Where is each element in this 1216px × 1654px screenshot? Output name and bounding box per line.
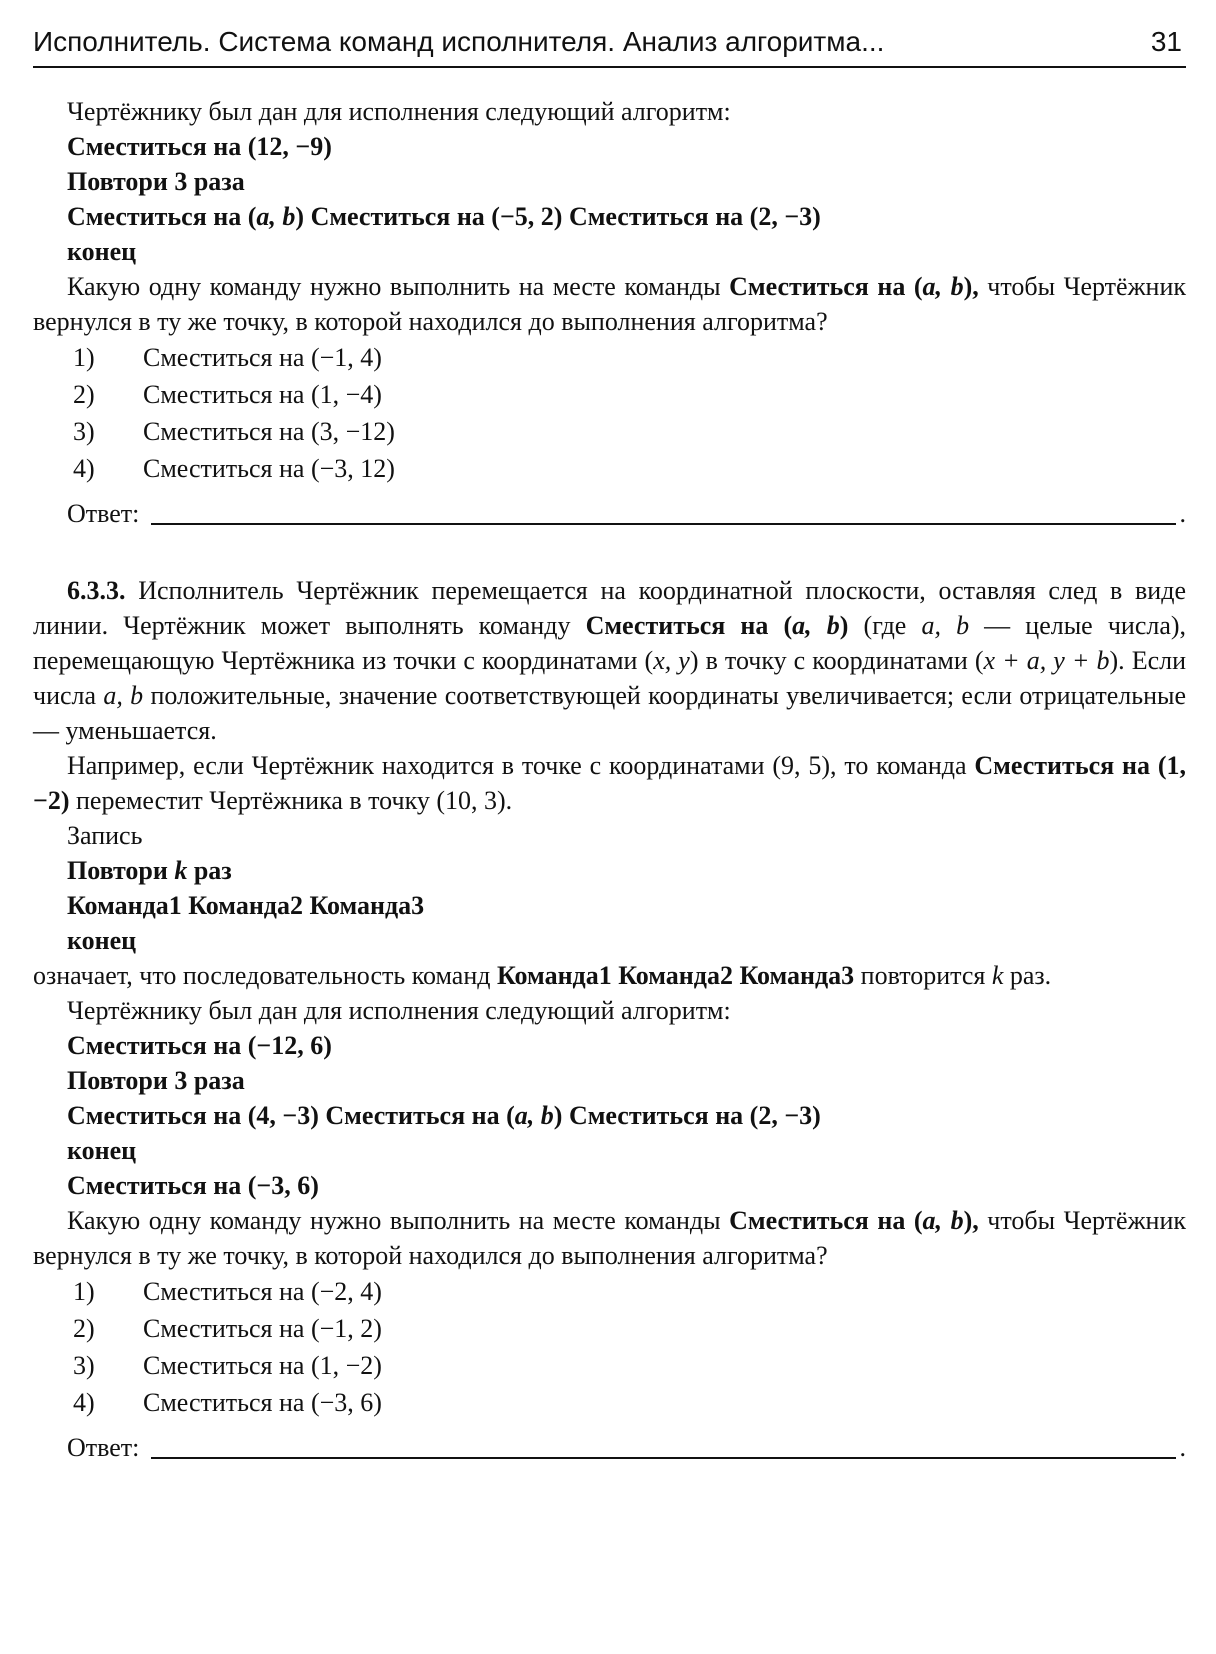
option-text: Сместиться на (−2, 4): [143, 1277, 382, 1306]
record-repeat: [33, 853, 1186, 888]
question-command: Сместиться на (: [729, 1206, 923, 1235]
answer-period: .: [1179, 499, 1186, 528]
example-text: переместит Чертёжника в точку (10, 3).: [69, 786, 513, 815]
task-text: положительные, значение соответствующей координаты увеличивается; если отрицательные — уменьшается.: [33, 681, 1187, 745]
example-command: Сместиться на (1, −2): [33, 751, 1186, 815]
option-text: Сместиться на (1, −4): [143, 380, 382, 409]
loop-variables: a, b: [256, 202, 296, 231]
algorithm-intro: Чертёжнику был дан для исполнения следующий алгоритм:: [67, 996, 731, 1025]
repeat-text: раз: [187, 856, 232, 885]
answer-options: [33, 339, 1186, 487]
task-text: — целые числа), перемещающую Чертёжника из точки с координатами (: [33, 611, 1187, 675]
page-number: 31: [1150, 26, 1182, 57]
task-text: (где: [848, 611, 922, 640]
repeat-variable: k: [174, 856, 188, 885]
task-variables: x, y: [653, 646, 690, 675]
option-number: 2): [73, 380, 95, 409]
answer-label: Ответ:: [67, 1433, 140, 1462]
task-text: Исполнитель Чертёжник перемещается на координатной плоскости, оставляя след в виде линии. Чертёжник может выполнять команду: [33, 576, 1186, 640]
record-label: Запись: [67, 821, 143, 850]
answer-option[interactable]: [33, 339, 1186, 376]
option-number: 4): [73, 1388, 95, 1417]
meaning-text: означает, что последовательность команд: [33, 961, 497, 990]
problem-block-2: [33, 993, 1186, 1465]
task-command: ): [839, 611, 849, 640]
algorithm-repeat: Повтори 3 раза: [67, 1066, 245, 1095]
question-text: [33, 269, 1186, 339]
loop-text: Сместиться на (4, −3) Сместиться на (: [67, 1101, 515, 1130]
answer-period: .: [1179, 1433, 1186, 1462]
answer-option[interactable]: [33, 1384, 1186, 1421]
task-variables: a, b: [792, 611, 840, 640]
running-title: Исполнитель. Система команд исполнителя. Анализ алгоритма...: [33, 26, 885, 57]
option-text: Сместиться на (3, −12): [143, 417, 395, 446]
answer-options: [33, 1273, 1186, 1421]
loop-text: ) Сместиться на (−5, 2) Сместиться на (2, −3): [295, 202, 821, 231]
record-end: конец: [67, 926, 137, 955]
answer-blank-line[interactable]: [151, 522, 1175, 525]
task-6-3-3: [33, 573, 1186, 993]
option-number: 3): [73, 1351, 95, 1380]
option-text: Сместиться на (−3, 12): [143, 454, 395, 483]
question-variables: a, b: [922, 272, 964, 301]
loop-variables: a, b: [514, 1101, 554, 1130]
question-part: Какую одну команду нужно выполнить на месте команды: [67, 272, 730, 301]
question-variables: a, b: [922, 1206, 964, 1235]
question-command: Сместиться на (: [729, 272, 923, 301]
meaning-text: повторится: [854, 961, 992, 990]
loop-text: ) Сместиться на (2, −3): [553, 1101, 821, 1130]
question-command: ),: [963, 272, 979, 301]
algorithm-loop-body: [33, 1098, 1186, 1133]
question-part: чтобы Чертёжник вернулся в ту же точку, в которой находился до выполнения алгоритма?: [33, 1206, 1187, 1270]
section-gap: [33, 531, 1186, 573]
question-command: ),: [963, 1206, 979, 1235]
record-commands: Команда1 Команда2 Команда3: [67, 891, 425, 920]
algorithm-step: Сместиться на (−12, 6): [67, 1031, 332, 1060]
meaning-variable: k: [991, 961, 1004, 990]
algorithm-loop-body: [33, 199, 1186, 234]
algorithm-step: Сместиться на (−3, 6): [67, 1171, 319, 1200]
page-header: [33, 22, 1186, 68]
answer-row: [33, 491, 1186, 531]
meaning-commands: Команда1 Команда2 Команда3: [496, 961, 855, 990]
task-command: Сместиться на (: [585, 611, 793, 640]
task-variables: a, b: [921, 611, 970, 640]
task-example: [33, 748, 1186, 818]
answer-option[interactable]: [33, 376, 1186, 413]
task-text: ). Если числа: [33, 646, 1186, 710]
question-part: чтобы Чертёжник вернулся в ту же точку, в которой находился до выполнения алгоритма?: [33, 272, 1187, 336]
task-variables: x + a, y + b: [983, 646, 1110, 675]
algorithm-end: конец: [67, 1136, 137, 1165]
example-text: Например, если Чертёжник находится в точке с координатами (9, 5), то команда: [67, 751, 975, 780]
record-meaning: [33, 958, 1186, 993]
loop-text: Сместиться на (: [67, 202, 257, 231]
answer-row: [33, 1425, 1186, 1465]
answer-blank-line[interactable]: [151, 1456, 1175, 1459]
option-text: Сместиться на (1, −2): [143, 1351, 382, 1380]
answer-option[interactable]: [33, 1347, 1186, 1384]
option-number: 2): [73, 1314, 95, 1343]
task-text: ) в точку с координатами (: [689, 646, 984, 675]
algorithm-intro: Чертёжнику был дан для исполнения следующий алгоритм:: [67, 97, 731, 126]
option-text: Сместиться на (−1, 4): [143, 343, 382, 372]
option-number: 3): [73, 417, 95, 446]
option-text: Сместиться на (−1, 2): [143, 1314, 382, 1343]
problem-block-1: [33, 94, 1186, 531]
task-statement: [33, 573, 1186, 748]
answer-option[interactable]: [33, 450, 1186, 487]
algorithm-end: конец: [67, 237, 137, 266]
option-number: 1): [73, 343, 95, 372]
answer-option[interactable]: [33, 413, 1186, 450]
algorithm-repeat: Повтори 3 раза: [67, 167, 245, 196]
repeat-text: Повтори: [67, 856, 175, 885]
meaning-text: раз.: [1003, 961, 1052, 990]
task-variables: a, b: [103, 681, 144, 710]
answer-label: Ответ:: [67, 499, 140, 528]
question-part: Какую одну команду нужно выполнить на месте команды: [67, 1206, 730, 1235]
option-number: 4): [73, 454, 95, 483]
question-text: [33, 1203, 1186, 1273]
task-number: 6.3.3.: [67, 576, 126, 605]
option-text: Сместиться на (−3, 6): [143, 1388, 382, 1417]
option-number: 1): [73, 1277, 95, 1306]
answer-option[interactable]: [33, 1310, 1186, 1347]
answer-option[interactable]: [33, 1273, 1186, 1310]
algorithm-step: Сместиться на (12, −9): [67, 132, 332, 161]
